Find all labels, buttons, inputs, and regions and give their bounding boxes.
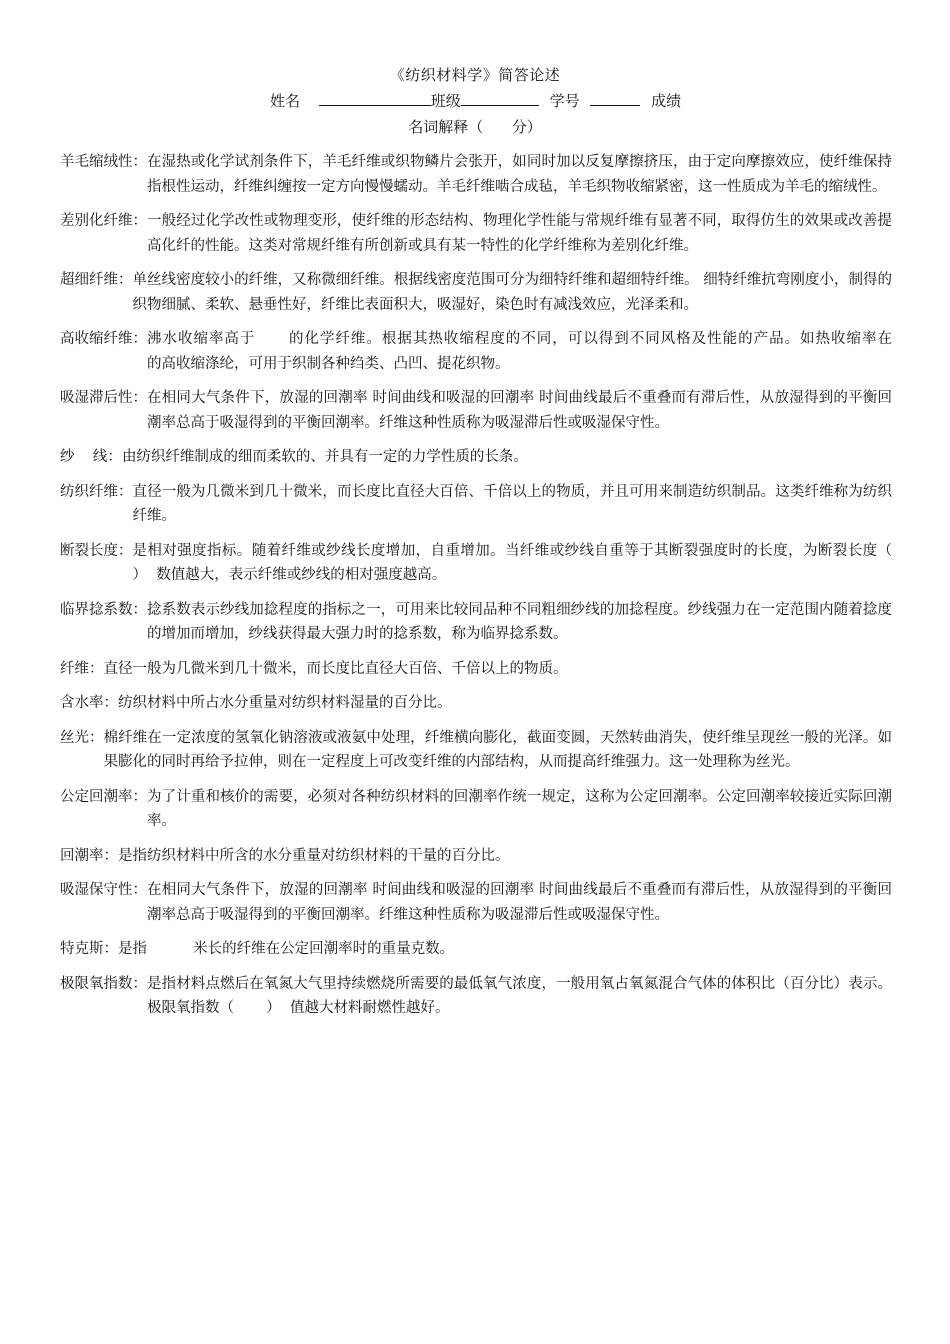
term-item <box>60 972 892 1021</box>
term-list <box>60 150 948 1031</box>
term-label: 含水率： <box>60 695 118 711</box>
term-item <box>60 327 948 376</box>
term-definition: 棉纤维在一定浓度的氢氧化钠溶液或液氨中处理，纤维横向膨化，截面变圆，天然转曲消失，使纤维呈现丝一般的光泽。如果膨化的同时再给予拉伸，则在一定程度上可改变纤维的内部结构，从而提高纤维强力。这一处理称为丝光。 <box>103 729 892 770</box>
section-title: 名词解释（ 分） <box>408 118 542 136</box>
term-label: 特克斯： <box>60 941 118 957</box>
term-definition: 直径一般为几微米到几十微米，而长度比直径大百倍、千倍以上的物质。 <box>103 660 568 677</box>
term-item <box>60 539 916 588</box>
term-label: 回潮率： <box>60 847 118 864</box>
term-definition: 在湿热或化学试剂条件下，羊毛纤维或织物鳞片会张开，如同时加以反复摩擦挤压，由于定向摩擦效应，使纤维保持指根性运动，纤维纠缠按一定方向慢慢蠕动。羊毛纤维啮合成毡，羊毛织物收缩紧密，这一性质成为羊毛的缩绒性。 <box>147 154 892 195</box>
term-definition: 是指 米长的纤维在公定回潮率时的重量克数。 <box>118 941 455 957</box>
student-info-line <box>270 90 681 111</box>
term-definition: 一般经过化学改性或物理变形，使纤维的形态结构、物理化学性能与常规纤维有显著不同，取得仿生的效果或改善提高化纤的性能。这类对常规纤维有所创新或具有某一特性的化学纤维称为差别化纤维。 <box>147 213 892 254</box>
term-item <box>60 268 892 317</box>
term-item <box>60 386 892 435</box>
term-definition: 是相对强度指标。随着纤维或纱线长度增加，自重增加。当纤维或纱线自重等于其断裂强度时的长度，为断裂长度（ ） 数值越大，表示纤维或纱线的相对强度越高。 <box>132 542 916 583</box>
term-definition: 为了计重和核价的需要，必须对各种纺织材料的回潮率作统一规定，这称为公定回潮率。公定回潮率较接近实际回潮率。 <box>147 788 892 829</box>
score-label: 成绩 <box>651 92 682 110</box>
term-item <box>60 598 892 647</box>
term-definition: 单丝线密度较小的纤维，又称微细纤维。根据线密度范围可分为细特纤维和超细特纤维。 细特纤维抗弯刚度小，制得的织物细腻、柔软、悬垂性好，纤维比表面积大，吸湿好，染色时有减浅效应，光泽柔和。 <box>132 272 892 313</box>
term-item <box>60 937 892 962</box>
term-label: 极限氧指数： <box>60 975 147 992</box>
id-label: 学号 <box>549 92 580 110</box>
term-label: 吸湿保守性： <box>60 882 147 898</box>
term-definition: 沸水收缩率高于 的化学纤维。根据其热收缩程度的不同，可以得到不同风格及性能的产品。如热收缩率在 的高收缩涤纶，可用于织制各种绉类、凸凹、提花织物。 <box>147 331 948 372</box>
term-definition: 在相同大气条件下，放湿的回潮率 时间曲线和吸湿的回潮率 时间曲线最后不重叠而有滞后性，从放湿得到的平衡回潮率总高于吸湿得到的平衡回潮率。纤维这种性质称为吸湿滞后性或吸湿保守性。 <box>147 882 892 923</box>
term-definition: 由纺织纤维制成的细而柔软的、并具有一定的力学性质的长条。 <box>121 449 528 465</box>
class-blank <box>461 91 539 106</box>
term-label: 公定回潮率： <box>60 788 147 805</box>
term-item <box>60 691 892 716</box>
term-item <box>60 878 892 927</box>
term-item <box>60 785 892 834</box>
term-item <box>60 445 892 470</box>
id-blank <box>590 91 640 106</box>
term-definition: 是指材料点燃后在氧氮大气里持续燃烧所需要的最低氧气浓度，一般用氧占氧氮混合气体的体积比（百分比）表示。极限氧指数（ ） 值越大材料耐燃性越好。 <box>147 975 892 1016</box>
term-label: 羊毛缩绒性： <box>60 154 147 170</box>
term-label: 丝光： <box>60 729 104 746</box>
class-label: 班级 <box>430 92 461 110</box>
term-definition: 捻系数表示纱线加捻程度的指标之一，可用来比较同品种不同粗细纱线的加捻程度。纱线强力在一定范围内随着捻度的增加而增加，纱线获得最大强力时的捻系数，称为临界捻系数。 <box>147 601 892 642</box>
term-item <box>60 657 892 682</box>
term-label: 高收缩纤维： <box>60 331 147 347</box>
term-label: 超细纤维： <box>60 272 133 288</box>
term-item <box>60 209 892 258</box>
term-label: 吸湿滞后性： <box>60 390 147 406</box>
term-item <box>60 726 892 775</box>
term-label: 断裂长度： <box>60 542 133 559</box>
term-label: 纤维： <box>60 660 104 677</box>
term-item <box>60 150 892 199</box>
term-item <box>60 844 892 869</box>
term-definition: 在相同大气条件下，放湿的回潮率 时间曲线和吸湿的回潮率 时间曲线最后不重叠而有滞后性，从放湿得到的平衡回潮率总高于吸湿得到的平衡回潮率。纤维这种性质称为吸湿滞后性或吸湿保守性。 <box>147 390 892 431</box>
name-blank <box>319 91 431 106</box>
term-label: 纱 线： <box>60 449 122 465</box>
name-label: 姓名 <box>270 92 301 110</box>
term-definition: 纺织材料中所占水分重量对纺织材料湿量的百分比。 <box>118 695 452 711</box>
term-label: 纺织纤维： <box>60 483 133 500</box>
document-title: 《纺织材料学》简答论述 <box>389 66 561 84</box>
term-label: 差别化纤维： <box>60 213 147 229</box>
term-label: 临界捻系数： <box>60 601 147 618</box>
term-definition: 直径一般为几微米到几十微米，而长度比直径大百倍、千倍以上的物质，并且可用来制造纺织制品。这类纤维称为纺织纤维。 <box>132 483 892 524</box>
term-definition: 是指纺织材料中所含的水分重量对纺织材料的干量的百分比。 <box>118 847 510 864</box>
term-item <box>60 480 892 529</box>
